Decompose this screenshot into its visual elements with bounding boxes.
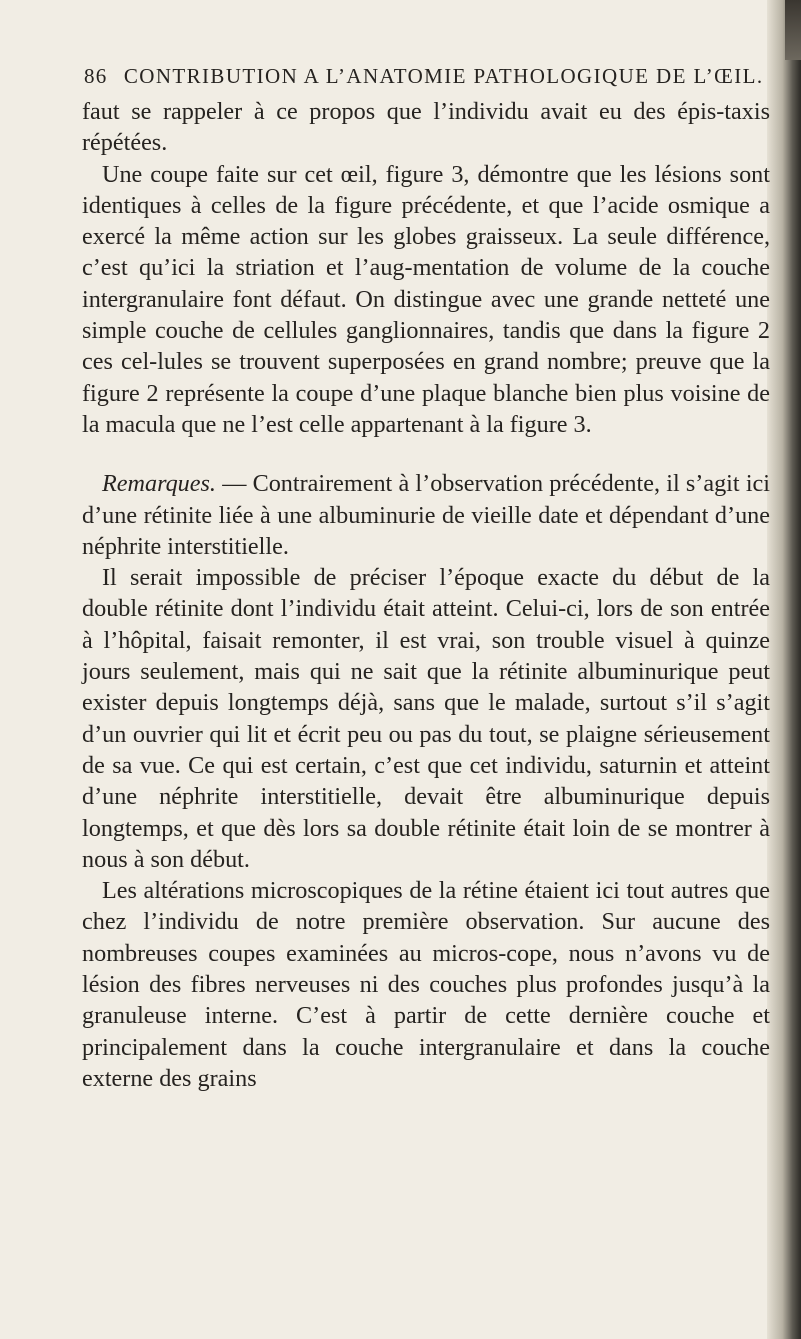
running-title: CONTRIBUTION A L’ANATOMIE PATHOLOGIQUE DE L’ŒIL. <box>123 64 764 88</box>
paragraph-alterations: Les altérations microscopiques de la rétine étaient ici tout autres que chez l’individu de notre première observation. Sur aucune des nombreuses coupes examinées au micros-cope, nous n’avons vu de lésion des fibres nerveuses ni des couches plus profondes jusqu’à la granuleuse interne. C’est à partir de cette dernière couche et principalement dans la couche intergranulaire et dans la couche externe des grains <box>82 877 770 1092</box>
paragraph-debut-retinite: Il serait impossible de préciser l’époque exacte du début de la double rétinite dont l’individu était atteint. Celui-ci, lors de son entrée à l’hôpital, faisait remonter, il est vrai, son trouble visuel à quinze jours seulement, mais qui ne sait que la rétinite albuminurique peut exister depuis longtemps déjà, sans que le malade, surtout s’il s’agit d’un ouvrier qui lit et écrit peu ou pas du tout, se plaigne sérieusement de sa vue. Ce qui est certain, c’est que cet individu, saturnin et atteint d’une néphrite interstitielle, devait être albuminurique depuis longtemps, et que dès lors sa double rétinite était loin de se montrer à nous à son début. <box>82 564 770 873</box>
page-corner-binding <box>785 0 801 60</box>
paragraph-continuation: faut se rappeler à ce propos que l’individu avait eu des épis-taxis répétées. <box>82 98 770 157</box>
remarques-label: Remarques. <box>102 470 216 498</box>
page-edge-shadow <box>767 0 801 1339</box>
running-header <box>84 64 764 89</box>
paragraph-remarques <box>82 468 770 562</box>
remarques-text: — Contrairement à l’observation précédente, il s’agit ici d’une rétinite liée à une albuminurie de vieille date et dépendant d’une néphrite interstitielle. <box>82 470 770 560</box>
paragraph-figure-3: Une coupe faite sur cet œil, figure 3, démontre que les lésions sont identiques à celles de la figure précédente, et que l’acide osmique a exercé la même action sur les globes graisseux. La seule différence, c’est qu’ici la striation et l’aug-mentation de volume de la couche intergranulaire font défaut. On distingue avec une grande netteté une simple couche de cellules ganglionnaires, tandis que dans la figure 2 ces cel-lules se trouvent superposées en grand nombre; preuve que la figure 2 représente la coupe d’une plaque blanche bien plus voisine de la macula que ne l’est celle appartenant à la figure 3. <box>82 160 770 438</box>
page-number: 86 <box>84 64 108 88</box>
body-text <box>82 96 770 1094</box>
